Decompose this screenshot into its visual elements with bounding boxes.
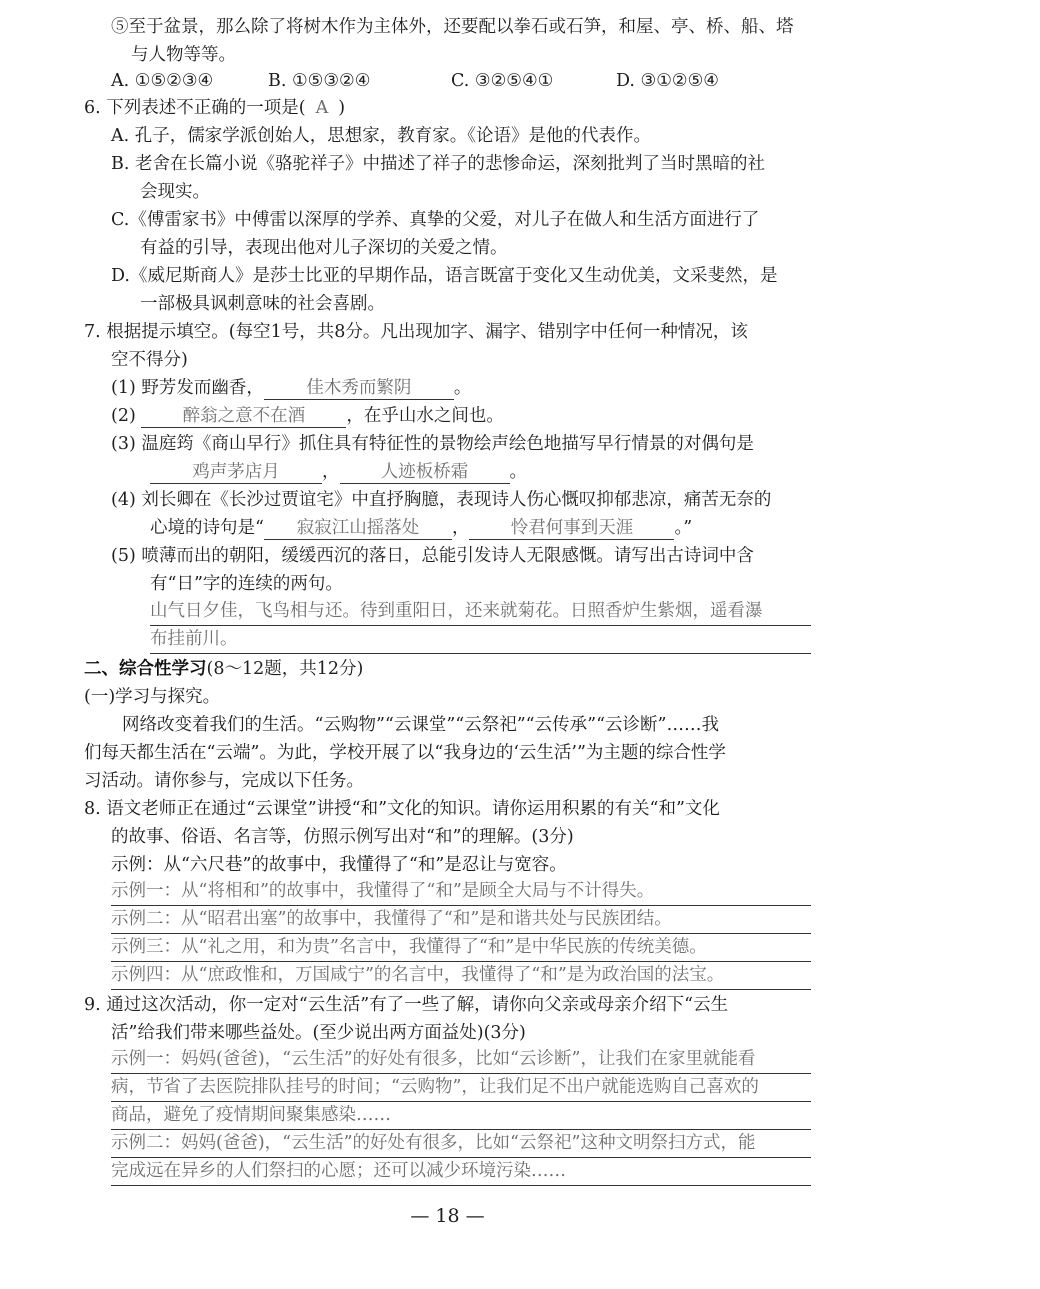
q7-item3-answer2: 人迹板桥霜	[340, 461, 510, 484]
q5-options	[111, 68, 719, 95]
q7-item4: (4) 刘长卿在《长沙过贾谊宅》中直抒胸臆，表现诗人伤心慨叹抑郁悲凉，痛苦无奈的	[111, 490, 772, 510]
section2-intro-line3: 习活动。请你参与，完成以下任务。	[84, 771, 364, 791]
q7-item2-text: ，在乎山水之间也。	[346, 406, 504, 426]
section2-title: 二、综合性学习	[84, 659, 207, 679]
q7-item5-cont: 有“日”字的连续的两句。	[150, 574, 343, 594]
q9-answer-line5: 完成远在异乡的人们祭扫的心愿；还可以减少环境污染……	[111, 1158, 811, 1186]
q7-stem-cont: 空不得分)	[111, 350, 188, 370]
section2-subheading: (一)学习与探究。	[84, 687, 221, 707]
q9-answer-line3: 商品，避免了疫情期间聚集感染……	[111, 1102, 811, 1130]
q8-stem-cont: 的故事、俗语、名言等，仿照示例写出对“和”的理解。(3分)	[111, 827, 574, 847]
q7-item3-answers	[150, 459, 527, 486]
q7-item5-answer-line2: 布挂前川。	[150, 626, 811, 654]
q7-item4-answers	[150, 515, 692, 542]
q6-option-b-cont: 会现实。	[140, 182, 210, 202]
q8-answer-3: 示例三：从“礼之用，和为贵”名言中，我懂得了“和”是中华民族的传统美德。	[111, 934, 811, 962]
q7-item1-answer: 佳木秀而繁阴	[264, 377, 454, 400]
q8-answer-2: 示例二：从“昭君出塞”的故事中，我懂得了“和”是和谐共处与民族团结。	[111, 906, 811, 934]
q8-example: 示例：从“六尺巷”的故事中，我懂得了“和”是忍让与宽容。	[111, 855, 567, 875]
q9-stem-cont: 活”给我们带来哪些益处。(至少说出两方面益处)(3分)	[111, 1023, 526, 1043]
q7-item3-answer1: 鸡声茅店月	[150, 461, 322, 484]
q7-item2	[111, 403, 504, 430]
q9-answer-line1: 示例一：妈妈(爸爸)，“云生活”的好处有很多，比如“云诊断”，让我们在家里就能看	[111, 1046, 811, 1074]
q7-item1-end: 。	[453, 378, 472, 398]
q5-option-a: A. ①⑤②③④	[111, 71, 214, 91]
q6-stem	[84, 95, 345, 122]
section2-heading	[84, 656, 363, 683]
q6-stem-text: 6. 下列表述不正确的一项是(	[84, 98, 306, 118]
q7-item5: (5) 喷薄而出的朝阳，缓缓西沉的落日，总能引发诗人无限感慨。请写出古诗词中含	[111, 546, 754, 566]
q7-item2-num: (2)	[111, 406, 136, 426]
q6-option-b: B. 老舍在长篇小说《骆驼祥子》中描述了祥子的悲惨命运，深刻批判了当时黑暗的社	[111, 154, 765, 174]
q8-stem: 8. 语文老师正在通过“云课堂”讲授“和”文化的知识。请你运用积累的有关“和”文化	[84, 799, 720, 819]
q6-option-c-cont: 有益的引导，表现出他对儿子深切的关爱之情。	[140, 238, 508, 258]
q8-answer-4: 示例四：从“庶政惟和，万国咸宁”的名言中，我懂得了“和”是为政治国的法宝。	[111, 962, 811, 990]
q7-item4-answer1: 寂寂江山摇落处	[264, 517, 452, 540]
q9-answer-line2: 病，节省了去医院排队挂号的时间；“云购物”，让我们足不出户就能选购自己喜欢的	[111, 1074, 811, 1102]
q5-option-c: C. ③②⑤④①	[451, 71, 554, 91]
q7-stem: 7. 根据提示填空。(每空1号，共8分。凡出现加字、漏字、错别字中任何一种情况，该	[84, 322, 748, 342]
q8-answer-1: 示例一：从“将相和”的故事中，我懂得了“和”是顾全大局与不计得失。	[111, 878, 811, 906]
q7-item3-sep: ，	[322, 462, 340, 482]
q7-item5-answer-line1: 山气日夕佳，飞鸟相与还。待到重阳日，还来就菊花。日照香炉生紫烟，遥看瀑	[150, 598, 811, 626]
q6-option-a: A. 孔子，儒家学派创始人，思想家，教育家。《论语》是他的代表作。	[111, 126, 652, 146]
q5-option-b: B. ①⑤③②④	[268, 71, 371, 91]
q9-answer-line4: 示例二：妈妈(爸爸)，“云生活”的好处有很多，比如“云祭祀”这种文明祭扫方式，能	[111, 1130, 811, 1158]
q7-item2-answer: 醉翁之意不在酒	[141, 405, 346, 428]
q7-item4-answer2: 怜君何事到天涯	[469, 517, 674, 540]
q7-item3: (3) 温庭筠《商山早行》抓住具有特征性的景物绘声绘色地描写早行情景的对偶句是	[111, 434, 754, 454]
section2-intro: 网络改变着我们的生活。“云购物”“云课堂”“云祭祀”“云传承”“云诊断”……我	[122, 715, 719, 735]
section2-title-suffix: (8～12题，共12分)	[206, 659, 364, 679]
q6-stem-close: )	[338, 98, 346, 118]
q7-item4-sep: ，	[451, 518, 470, 538]
q5-option-d: D. ③①②⑤④	[616, 71, 719, 91]
q7-item3-end: 。	[509, 462, 527, 482]
q7-item4-text: 心境的诗句是“	[150, 518, 264, 538]
q6-option-d-cont: 一部极具讽刺意味的社会喜剧。	[140, 294, 385, 314]
q5-item5-cont: 与人物等等。	[131, 45, 236, 65]
q6-option-c: C.《傅雷家书》中傅雷以深厚的学养、真挚的父爱，对儿子在做人和生活方面进行了	[111, 210, 760, 230]
q7-item4-end: 。”	[674, 518, 693, 538]
q6-answer: A	[315, 98, 329, 118]
section2-intro-line2: 们每天都生活在“云端”。为此，学校开展了以“我身边的‘云生活’”为主题的综合性学	[84, 743, 726, 763]
q9-stem: 9. 通过这次活动，你一定对“云生活”有了一些了解，请你向父亲或母亲介绍下“云生	[84, 995, 729, 1015]
q7-item1	[111, 375, 471, 402]
q5-item5: ⑤至于盆景，那么除了将树木作为主体外，还要配以拳石或石笋，和屋、亭、桥、船、塔	[111, 17, 794, 37]
q7-item1-text: (1) 野芳发而幽香，	[111, 378, 264, 398]
page-number: — 18 —	[410, 1205, 485, 1227]
q6-option-d: D.《威尼斯商人》是莎士比亚的早期作品，语言既富于变化又生动优美，文采斐然，是	[111, 266, 778, 286]
